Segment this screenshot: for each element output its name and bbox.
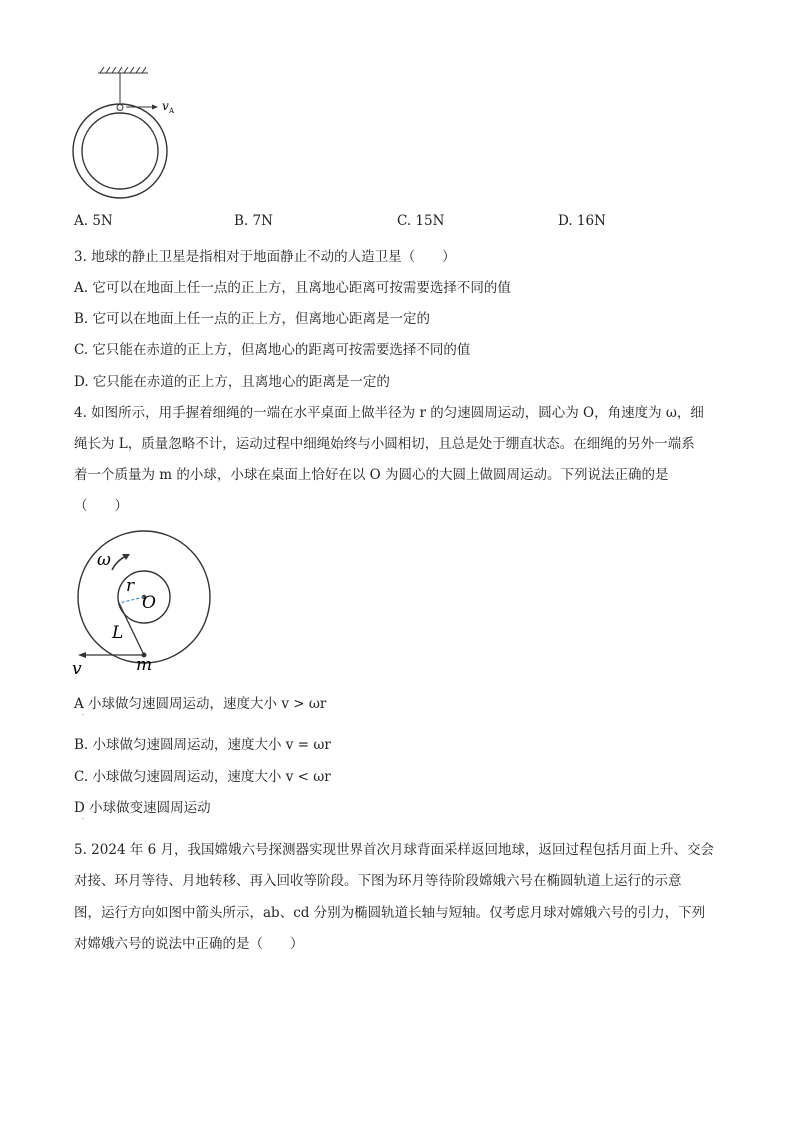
q2-option-d: D. 16N: [558, 213, 606, 229]
circular-motion-figure: [60, 530, 230, 680]
q3-option-d: D. 它只能在赤道的正上方，且离地心的距离是一定的: [74, 374, 390, 390]
q2-option-a: A. 5N: [74, 213, 113, 229]
q3-option-a: A. 它可以在地面上任一点的正上方，且离地心距离可按需要选择不同的值: [74, 280, 511, 296]
q4-option-d: D 小球做变速圆周运动: [74, 800, 211, 816]
q3-stem: 3. 地球的静止卫星是指相对于地面静止不动的人造卫星（ ）: [74, 249, 456, 265]
q4-option-b: B. 小球做匀速圆周运动，速度大小 v = ωr: [74, 737, 331, 753]
q4-option-a-dot: .: [82, 710, 84, 717]
q3-option-b: B. 它可以在地面上任一点的正上方，但离地心距离是一定的: [74, 311, 431, 327]
q4-option-d-dot: .: [82, 814, 84, 821]
outer-ring: [73, 104, 167, 198]
ceiling-hatch: [98, 67, 148, 73]
q2-option-b: B. 7N: [234, 213, 273, 229]
q4-stem-line-2: 绳长为 L，质量忽略不计，运动过程中细绳始终与小圆相切，且总是处于绷直状态。在细绳的另外一端系: [74, 436, 695, 452]
q4-option-c: C. 小球做匀速圆周运动，速度大小 v < ωr: [74, 769, 331, 785]
radius-r-dashed: [119, 597, 144, 603]
q5-stem-line-4: 对嫦娥六号的说法中正确的是（ ）: [74, 936, 304, 952]
inner-ring: [82, 113, 158, 189]
r-label: r: [126, 576, 135, 596]
m-label: m: [136, 655, 153, 675]
O-label: O: [142, 593, 156, 613]
q4-stem-line-1: 4. 如图所示，用手握着细绳的一端在水平桌面上做半径为 r 的匀速圆周运动，圆心为 O，角速度为 ω，细: [74, 405, 704, 421]
bead-A: [117, 105, 123, 111]
v-label: v: [72, 659, 82, 679]
q2-option-c: C. 15N: [397, 213, 445, 229]
omega-label: ω: [97, 550, 111, 570]
q4-stem-line-3: 着一个质量为 m 的小球，小球在桌面上恰好在以 O 为圆心的大圆上做圆周运动。下列说法正确的是: [74, 467, 669, 483]
q4-option-a: A 小球做匀速圆周运动，速度大小 v > ωr: [74, 696, 327, 712]
velocity-label: v: [162, 99, 169, 113]
q4-stem-line-4: （ ）: [74, 498, 128, 514]
q5-stem-line-1: 5. 2024 年 6 月，我国嫦娥六号探测器实现世界首次月球背面采样返回地球，返回过程包括月面上升、交会: [74, 842, 714, 858]
velocity-subscript: A: [169, 107, 175, 115]
L-label: L: [112, 623, 124, 643]
q5-stem-line-2: 对接、环月等待、月地转移、再入回收等阶段。下图为环月等待阶段嫦娥六号在椭圆轨道上运行的示意: [74, 873, 682, 889]
q3-option-c: C. 它只能在赤道的正上方，但离地心的距离可按需要选择不同的值: [74, 342, 471, 358]
q5-stem-line-3: 图，运行方向如图中箭头所示，ab、cd 分别为椭圆轨道长轴与短轴。仅考虑月球对嫦娥六号的引力，下列: [74, 905, 706, 921]
ring-figure: [60, 60, 190, 205]
